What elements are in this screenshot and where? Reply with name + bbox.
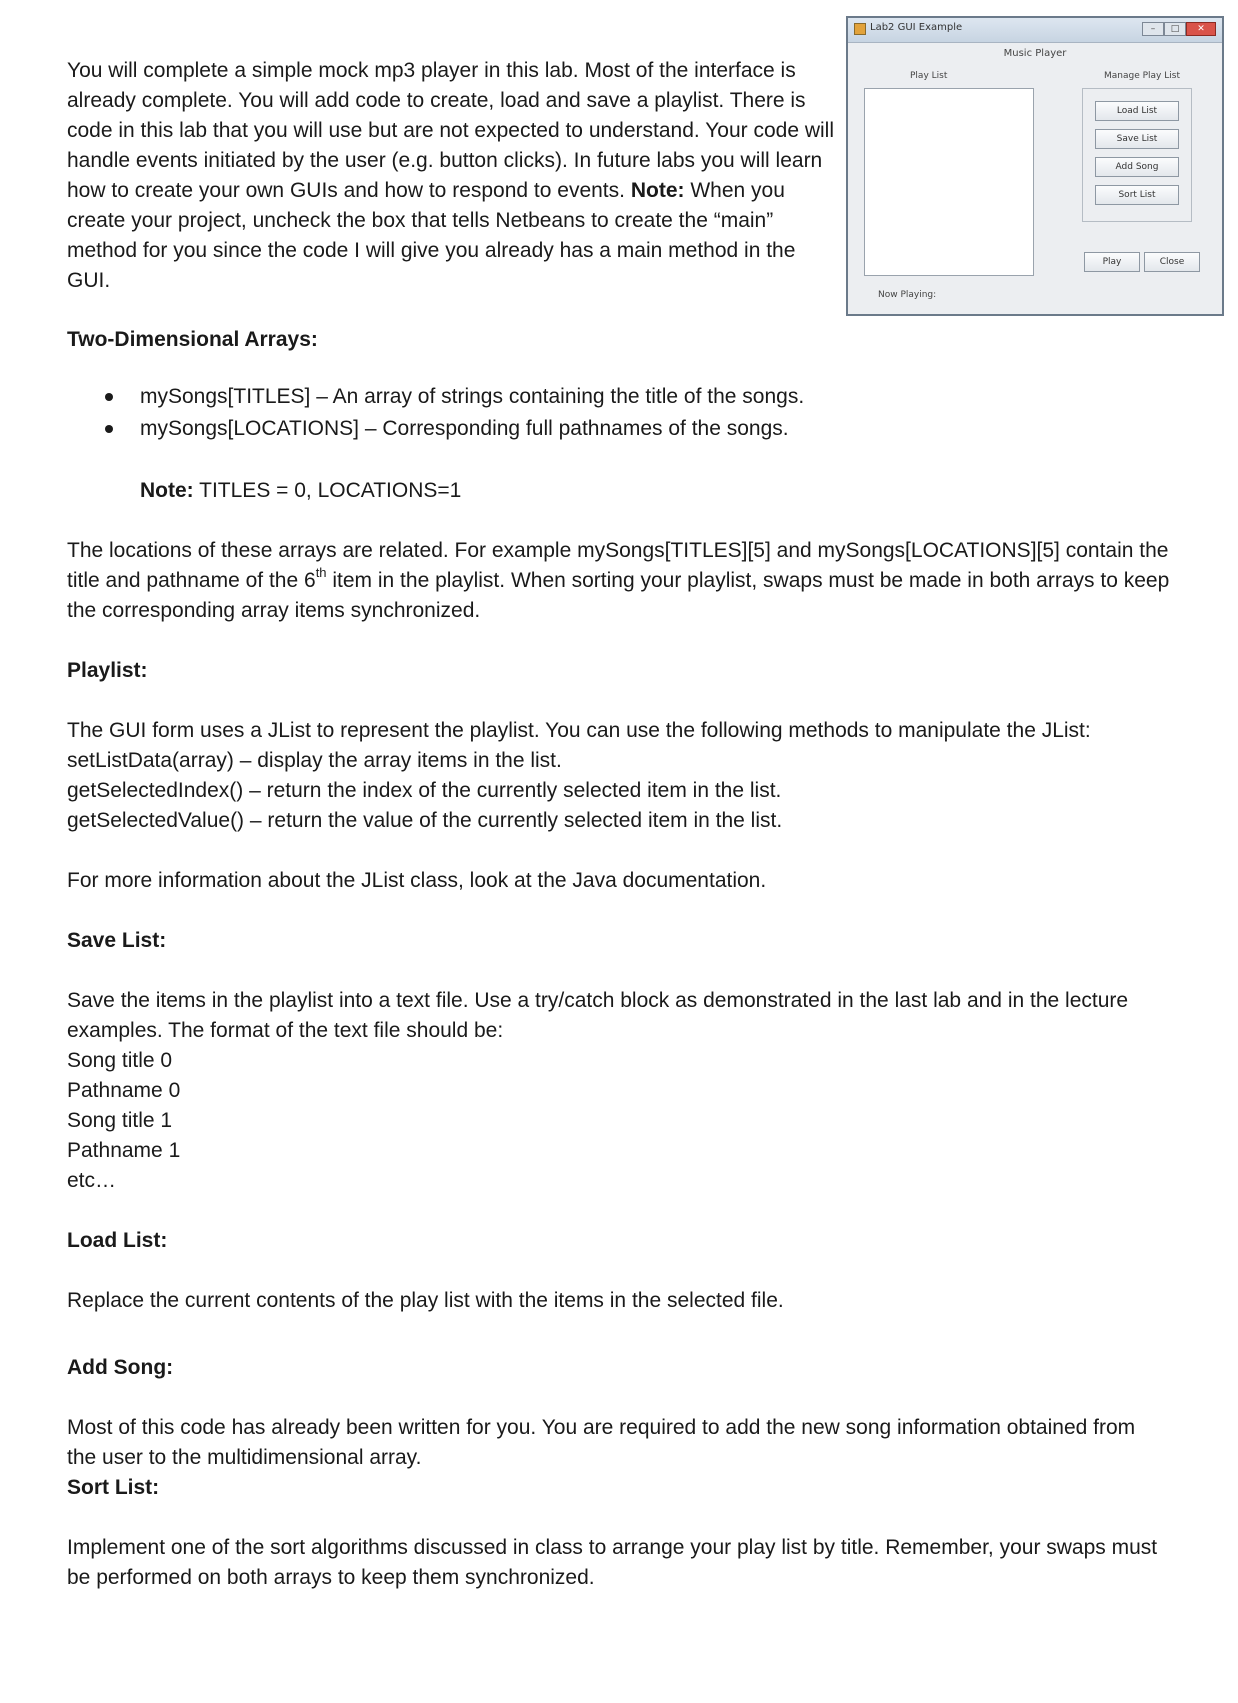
play-button[interactable]: Play <box>1084 252 1140 272</box>
intro-note-label: Note: <box>630 179 685 202</box>
load-list-button[interactable]: Load List <box>1095 101 1179 121</box>
bullet-text: mySongs[LOCATIONS] – Corresponding full pathnames of the songs. <box>140 417 789 440</box>
window-titlebar <box>848 18 1222 43</box>
format-line: Pathname 1 <box>67 1139 181 1162</box>
intro-paragraph <box>67 56 837 296</box>
get-selected-index-line: getSelectedIndex() – return the index of the currently selected item in the list. <box>67 779 782 802</box>
close-window-icon[interactable]: ✕ <box>1186 22 1216 36</box>
maximize-icon[interactable]: □ <box>1164 22 1186 36</box>
manage-play-list-label: Manage Play List <box>1104 71 1180 81</box>
window-controls <box>1142 22 1216 37</box>
bullet-text: mySongs[TITLES] – An array of strings containing the title of the songs. <box>140 385 805 408</box>
add-song-button[interactable]: Add Song <box>1095 157 1179 177</box>
format-line: Song title 0 <box>67 1049 173 1072</box>
load-list-paragraph: Replace the current contents of the play list with the items in the selected file. <box>67 1289 784 1312</box>
sort-list-button[interactable]: Sort List <box>1095 185 1179 205</box>
playlist-intro-line: The GUI form uses a JList to represent the playlist. You can use the following methods to manipulate the JList: <box>67 719 1091 742</box>
sort-list-heading: Sort List: <box>67 1476 160 1499</box>
titles-note-label: Note: <box>140 479 194 502</box>
arrays-bullet-list <box>67 381 804 445</box>
save-list-paragraph: Save the items in the playlist into a text file. Use a try/catch block as demonstrated in the last lab and in the lecture examples. The format of the text file should be: <box>67 989 1129 1042</box>
get-selected-value-line: getSelectedValue() – return the value of the currently selected item in the list. <box>67 809 783 832</box>
format-line: Song title 1 <box>67 1109 173 1132</box>
format-line: Pathname 0 <box>67 1079 181 1102</box>
arrays-paragraph <box>67 536 1187 626</box>
playlist-heading: Playlist: <box>67 659 148 682</box>
jlist-more-info: For more information about the JList class, look at the Java documentation. <box>67 869 767 892</box>
now-playing-label: Now Playing: <box>878 290 937 300</box>
superscript-th: th <box>315 565 327 580</box>
manage-play-list-group <box>1082 88 1192 222</box>
load-list-heading: Load List: <box>67 1229 168 1252</box>
arrays-paragraph-part2: item in the playlist. When sorting your playlist, swaps must be made in both arrays to keep the corresponding array items synchronized. <box>67 569 1170 622</box>
window-title: Lab2 GUI Example <box>870 22 963 33</box>
music-player-window <box>846 16 1224 316</box>
set-list-data-line: setListData(array) – display the array items in the list. <box>67 749 562 772</box>
sort-list-paragraph: Implement one of the sort algorithms discussed in class to arrange your play list by title. Remember, your swaps must be performed on both arrays to keep them synchronized. <box>67 1536 1158 1589</box>
save-list-button[interactable]: Save List <box>1095 129 1179 149</box>
music-player-heading: Music Player <box>1003 48 1067 59</box>
add-song-heading: Add Song: <box>67 1356 174 1379</box>
bullet-icon <box>105 425 113 433</box>
save-list-heading: Save List: <box>67 929 167 952</box>
titles-note <box>140 476 461 506</box>
two-dim-heading: Two-Dimensional Arrays: <box>67 328 318 351</box>
arrays-paragraph-part1: The locations of these arrays are related. For example mySongs[TITLES][5] and mySongs[LOCATIONS][5] contain the title and pathname of the 6 <box>67 539 1169 592</box>
bullet-icon <box>105 393 113 401</box>
add-song-paragraph: Most of this code has already been written for you. You are required to add the new song information obtained from the user to the multidimensional array. <box>67 1416 1136 1469</box>
playlist-listbox[interactable] <box>864 88 1034 276</box>
titles-note-text: TITLES = 0, LOCATIONS=1 <box>199 479 462 502</box>
close-button[interactable]: Close <box>1144 252 1200 272</box>
play-list-label: Play List <box>910 71 948 81</box>
list-item <box>67 413 804 445</box>
intro-text: You will complete a simple mock mp3 player in this lab. Most of the interface is already complete. You will add code to create, load and save a playlist. There is code in this lab that you will use but are not expected to understand. Your code will handle events initiated by the user (e.g. button clicks). In future labs you will learn how to create your own GUIs and how to respond to events. <box>67 59 834 202</box>
intro-note-text: When you create your project, uncheck the box that tells Netbeans to create the “main” method for you since the code I will give you already has a main method in the GUI. <box>67 179 796 292</box>
format-line: etc… <box>67 1169 117 1192</box>
list-item <box>67 381 804 413</box>
java-app-icon <box>854 23 866 35</box>
minimize-icon[interactable]: – <box>1142 22 1164 36</box>
